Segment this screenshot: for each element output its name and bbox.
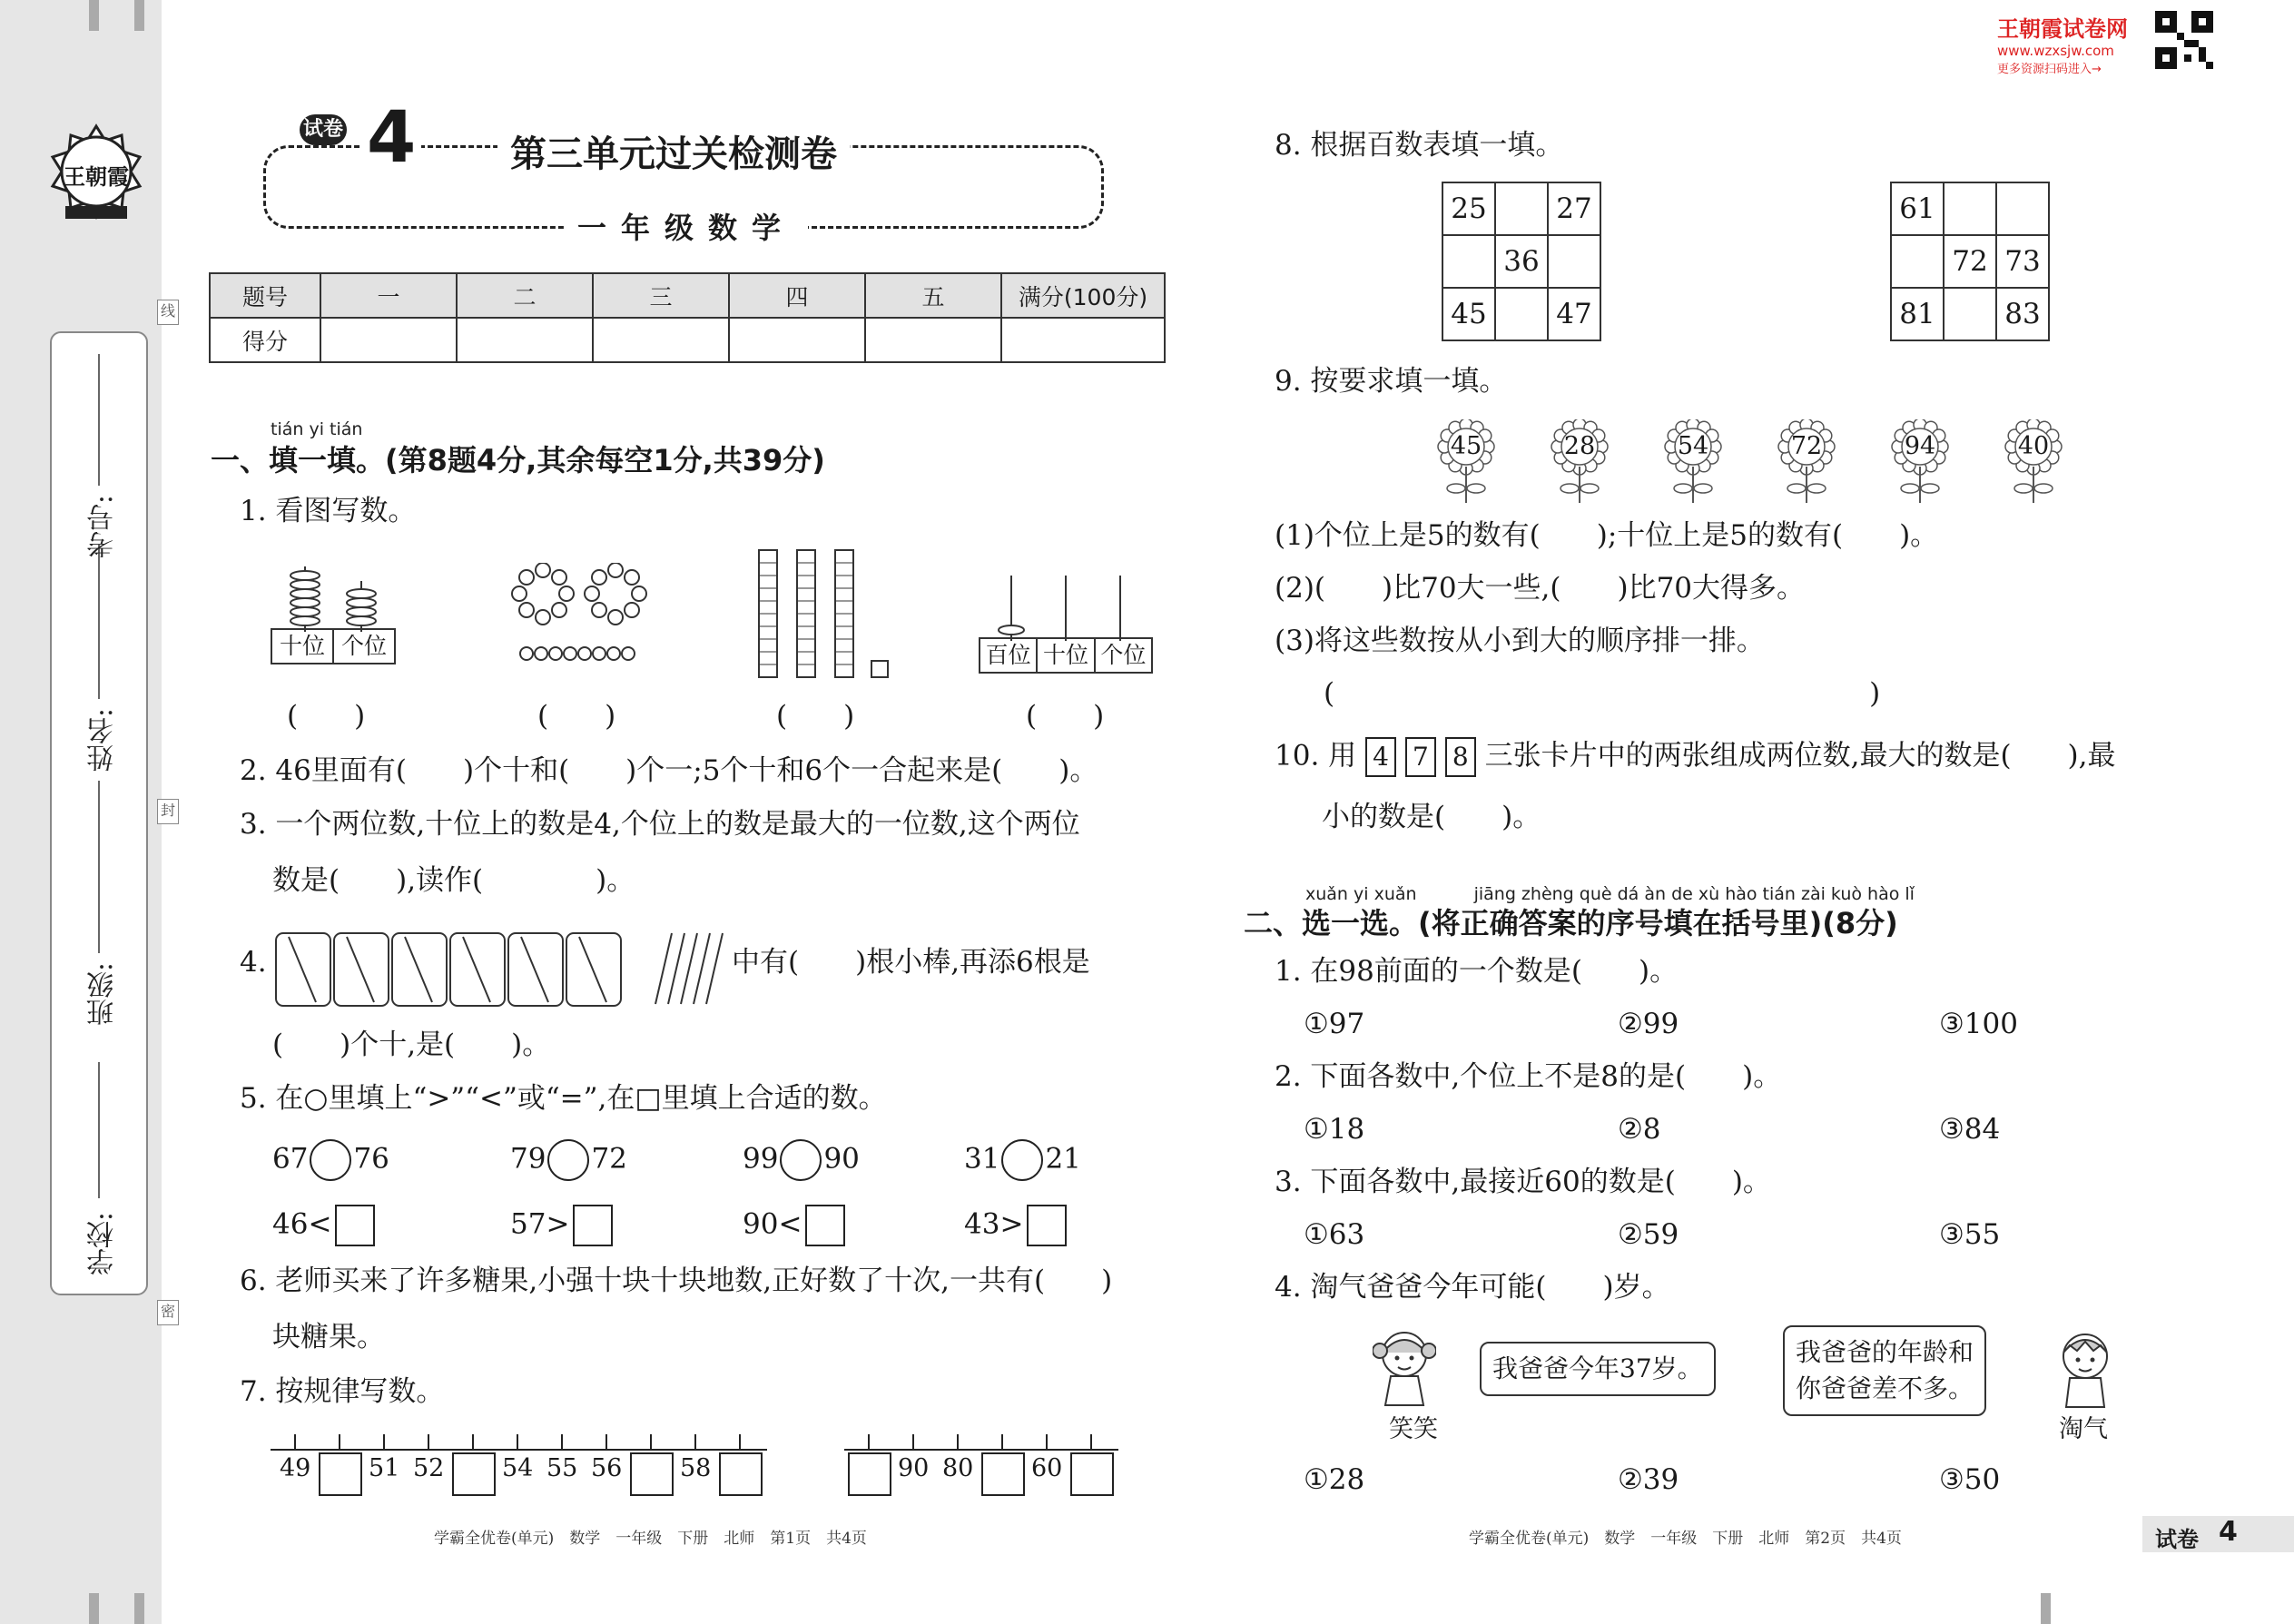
chart-blank-cell[interactable] bbox=[1548, 235, 1600, 288]
flower-icon bbox=[1434, 419, 1498, 506]
brand-site-url: www.wzxsjw.com bbox=[1997, 43, 2114, 59]
chart-cell: 36 bbox=[1495, 235, 1548, 288]
compare-item bbox=[964, 1139, 1081, 1181]
q4-text-line2: ( )个十,是( )。 bbox=[272, 1029, 551, 1061]
number-line-tick bbox=[650, 1434, 652, 1451]
brand-logo bbox=[47, 123, 145, 230]
girl-name: 笑笑 bbox=[1389, 1415, 1438, 1443]
school-label: 学校: bbox=[87, 1212, 119, 1276]
chart-blank-cell[interactable] bbox=[1891, 235, 1944, 288]
sequence-blank-box[interactable] bbox=[981, 1452, 1025, 1496]
score-header: 题号 bbox=[210, 273, 320, 318]
compare-circle[interactable] bbox=[310, 1139, 351, 1181]
score-cell[interactable] bbox=[320, 318, 457, 362]
sequence-blank-box[interactable] bbox=[630, 1452, 674, 1496]
score-header: 一 bbox=[320, 273, 457, 318]
number-line-tick bbox=[472, 1434, 474, 1451]
score-table bbox=[209, 272, 1166, 363]
sequence-number: 90 bbox=[898, 1454, 930, 1482]
sequence-number: 49 bbox=[280, 1454, 311, 1482]
exam-badge: 试卷 bbox=[300, 114, 347, 145]
mc-question: 4. 淘气爸爸今年可能( )岁。 bbox=[1275, 1271, 1670, 1304]
q10-line2: 小的数是( )。 bbox=[1322, 801, 1541, 833]
fill-box[interactable] bbox=[805, 1205, 845, 1246]
sequence-blank-box[interactable] bbox=[452, 1452, 496, 1496]
q2-text: 2. 46里面有( )个十和( )个一;5个十和6个一合起来是( )。 bbox=[240, 754, 1098, 787]
q1-blank[interactable]: ( ) bbox=[537, 700, 616, 733]
q10-suffix: 三张卡片中的两张组成两位数,最大的数是( ),最 bbox=[1484, 739, 2116, 773]
q10-prefix: 10. 用 bbox=[1275, 739, 1357, 773]
number-line bbox=[271, 1449, 767, 1451]
number-line bbox=[844, 1449, 1118, 1451]
gray-bar bbox=[89, 1593, 99, 1624]
fill-box-item bbox=[510, 1205, 613, 1246]
mc-question: 3. 下面各数中,最接近60的数是( )。 bbox=[1275, 1166, 1771, 1198]
number-card: 4 bbox=[1365, 737, 1396, 777]
page-tag bbox=[2142, 1516, 2294, 1552]
id-line bbox=[98, 354, 100, 486]
blocks-picture bbox=[753, 545, 899, 684]
gray-bar bbox=[2041, 1593, 2051, 1624]
mc-option[interactable]: ①63 bbox=[1304, 1218, 1365, 1251]
sticks-picture bbox=[271, 915, 733, 1019]
chart-cell: 27 bbox=[1548, 182, 1600, 235]
cut-mark: 密 bbox=[157, 1300, 179, 1325]
fill-box-item bbox=[272, 1205, 375, 1246]
sequence-blank-box[interactable] bbox=[848, 1452, 891, 1496]
q10-line1 bbox=[1275, 737, 2116, 777]
mc-option[interactable]: ①18 bbox=[1304, 1113, 1365, 1146]
q7-text: 7. 按规律写数。 bbox=[240, 1375, 445, 1408]
q9-3-text: (3)将这些数按从小到大的顺序排一排。 bbox=[1275, 625, 1765, 657]
compare-left: 67 bbox=[272, 1142, 309, 1176]
score-header: 二 bbox=[457, 273, 593, 318]
counter-picture bbox=[979, 572, 1153, 672]
compare-right: 72 bbox=[591, 1142, 627, 1176]
flower-icon bbox=[1548, 419, 1611, 506]
class-line bbox=[98, 781, 100, 953]
number-line-tick bbox=[1001, 1434, 1003, 1451]
number-line-tick bbox=[957, 1434, 959, 1451]
boy-name: 淘气 bbox=[2059, 1415, 2108, 1443]
mc-option[interactable]: ③100 bbox=[1939, 1008, 2018, 1040]
q6-text-line1: 6. 老师买来了许多糖果,小强十块十块地数,正好数了十次,一共有( ) bbox=[240, 1265, 1113, 1297]
name-label: 姓名: bbox=[87, 708, 119, 773]
bubble-right-line2: 你爸爸差不多。 bbox=[1796, 1373, 1974, 1403]
flower-number: 94 bbox=[1904, 432, 1936, 460]
logo-text: 王朝霞 bbox=[64, 163, 129, 190]
hundred-chart-2 bbox=[1890, 182, 2050, 341]
footer-left: 学霸全优卷(单元) 数学 一年级 下册 北师 第1页 共4页 bbox=[434, 1530, 867, 1548]
number-line-tick bbox=[694, 1434, 696, 1451]
sequence-blank-box[interactable] bbox=[1070, 1452, 1114, 1496]
q4-text-line1: 中有( )根小棒,再添6根是 bbox=[732, 946, 1090, 979]
section1-title: 一、填一填。(第8题4分,其余每空1分,共39分) bbox=[211, 443, 825, 477]
chart-cell: 83 bbox=[1996, 288, 2049, 340]
compare-right: 76 bbox=[353, 1142, 389, 1176]
mc-option[interactable]: ③55 bbox=[1939, 1218, 2001, 1251]
cut-mark: 线 bbox=[157, 300, 179, 325]
score-cell[interactable] bbox=[729, 318, 865, 362]
abacus-label: 个位 bbox=[340, 633, 387, 659]
number-line-tick bbox=[383, 1434, 385, 1451]
fill-box-prefix: 43> bbox=[964, 1207, 1024, 1241]
bubble-right-line1: 我爸爸的年龄和 bbox=[1796, 1337, 1974, 1367]
number-line-tick bbox=[294, 1434, 296, 1451]
qr-code-icon bbox=[2155, 11, 2213, 69]
footer-right: 学霸全优卷(单元) 数学 一年级 下册 北师 第2页 共4页 bbox=[1469, 1530, 1902, 1548]
number-card: 8 bbox=[1445, 737, 1476, 777]
sequence-number: 60 bbox=[1031, 1454, 1063, 1482]
flower-icon bbox=[1775, 419, 1838, 506]
mc-question: 2. 下面各数中,个位上不是8的是( )。 bbox=[1275, 1060, 1782, 1093]
chart-blank-cell[interactable] bbox=[1495, 182, 1548, 235]
fill-box-item bbox=[743, 1205, 845, 1246]
number-line-tick bbox=[739, 1434, 741, 1451]
brand-site-note: 更多资源扫码进入→ bbox=[1997, 63, 2102, 76]
flower-icon bbox=[1661, 419, 1725, 506]
q1-text: 1. 看图写数。 bbox=[240, 495, 417, 527]
q1-blank[interactable]: ( ) bbox=[776, 700, 855, 733]
flower-number: 28 bbox=[1563, 432, 1596, 460]
speech-bubble-right bbox=[1783, 1325, 1986, 1416]
score-cell[interactable] bbox=[1001, 318, 1165, 362]
cut-mark: 封 bbox=[157, 799, 179, 824]
sequence-number: 55 bbox=[546, 1454, 578, 1482]
number-sequence-2 bbox=[844, 1423, 1135, 1496]
section2-pinyin: xuǎn yi xuǎn jiāng zhèng què dá àn de xù hào tián zài kuò hào lǐ bbox=[1305, 884, 1915, 904]
sequence-number: 52 bbox=[413, 1454, 445, 1482]
class-label: 班级: bbox=[87, 962, 119, 1027]
number-sequence-1 bbox=[271, 1423, 770, 1496]
fill-box[interactable] bbox=[573, 1205, 613, 1246]
number-line-tick bbox=[561, 1434, 563, 1451]
flower-number: 72 bbox=[1790, 432, 1823, 460]
flower-icon bbox=[2002, 419, 2065, 506]
fill-box[interactable] bbox=[1027, 1205, 1067, 1246]
q9-text: 9. 按要求填一填。 bbox=[1275, 365, 1508, 398]
mc-option[interactable]: ②99 bbox=[1618, 1008, 1679, 1040]
compare-item bbox=[510, 1139, 627, 1181]
compare-left: 79 bbox=[510, 1142, 546, 1176]
hundred-chart-1 bbox=[1442, 182, 1601, 341]
sequence-number: 54 bbox=[502, 1454, 534, 1482]
fill-box-prefix: 90< bbox=[743, 1207, 802, 1241]
number-line-tick bbox=[517, 1434, 518, 1451]
number-line-tick bbox=[339, 1434, 340, 1451]
chart-cell: 25 bbox=[1442, 182, 1495, 235]
q9-1-text: (1)个位上是5的数有( );十位上是5的数有( )。 bbox=[1275, 519, 1939, 552]
number-card: 7 bbox=[1405, 737, 1436, 777]
mc-option[interactable]: ①28 bbox=[1304, 1463, 1365, 1496]
counter-label: 个位 bbox=[1100, 642, 1147, 668]
chart-blank-cell[interactable] bbox=[1996, 182, 2049, 235]
page-title: 第三单元过关检测卷 bbox=[497, 125, 850, 177]
brand-site-name: 王朝霞试卷网 bbox=[1997, 16, 2128, 42]
chart-cell: 72 bbox=[1944, 235, 1996, 288]
number-line-tick bbox=[1046, 1434, 1048, 1451]
number-line-tick bbox=[605, 1434, 607, 1451]
mc-question: 1. 在98前面的一个数是( )。 bbox=[1275, 955, 1679, 988]
number-line-tick bbox=[428, 1434, 429, 1451]
section2-title: 二、选一选。(将正确答案的序号填在括号里)(8分) bbox=[1244, 906, 1898, 940]
page-tag-label: 试卷 bbox=[2155, 1527, 2199, 1552]
score-cell[interactable] bbox=[457, 318, 593, 362]
abacus-label: 十位 bbox=[272, 630, 334, 663]
compare-circle[interactable] bbox=[547, 1139, 589, 1181]
mc-option[interactable]: ②8 bbox=[1618, 1113, 1661, 1146]
page-tag-number: 4 bbox=[2219, 1516, 2238, 1548]
number-line-tick bbox=[912, 1434, 914, 1451]
boy-illustration bbox=[2053, 1327, 2117, 1412]
score-cell[interactable] bbox=[593, 318, 729, 362]
q3-text-line1: 3. 一个两位数,十位上的数是4,个位上的数是最大的一位数,这个两位 bbox=[240, 808, 1080, 841]
compare-right: 21 bbox=[1045, 1142, 1081, 1176]
chart-cell: 81 bbox=[1891, 288, 1944, 340]
compare-left: 31 bbox=[964, 1142, 1000, 1176]
sequence-blank-box[interactable] bbox=[719, 1452, 763, 1496]
q8-text: 8. 根据百数表填一填。 bbox=[1275, 129, 1564, 162]
fill-box-prefix: 46< bbox=[272, 1207, 332, 1241]
mc-option[interactable]: ②59 bbox=[1618, 1218, 1679, 1251]
q5-text: 5. 在○里填上“>”“<”或“=”,在□里填上合适的数。 bbox=[240, 1082, 887, 1115]
compare-right: 90 bbox=[823, 1142, 860, 1176]
gray-bar bbox=[134, 0, 144, 31]
fill-box-prefix: 57> bbox=[510, 1207, 570, 1241]
school-line bbox=[98, 1062, 100, 1198]
compare-circle[interactable] bbox=[1001, 1139, 1043, 1181]
mc-option[interactable]: ②39 bbox=[1618, 1463, 1679, 1496]
counter-label: 十位 bbox=[1038, 639, 1095, 672]
id-label: 考号: bbox=[87, 495, 119, 559]
sequence-number: 51 bbox=[369, 1454, 400, 1482]
flower-number: 45 bbox=[1450, 432, 1482, 460]
girl-illustration bbox=[1373, 1325, 1436, 1411]
q1-blank[interactable]: ( ) bbox=[287, 700, 366, 733]
sequence-number: 80 bbox=[942, 1454, 974, 1482]
q9-3-blank[interactable]: ( ) bbox=[1324, 677, 1881, 710]
flower-row bbox=[1434, 419, 2070, 510]
chart-cell: 47 bbox=[1548, 288, 1600, 340]
mc-option[interactable]: ①97 bbox=[1304, 1008, 1365, 1040]
gray-bar bbox=[134, 1593, 144, 1624]
score-cell[interactable] bbox=[865, 318, 1001, 362]
gray-bar bbox=[89, 0, 99, 31]
name-line bbox=[98, 545, 100, 699]
fill-box-item bbox=[964, 1205, 1067, 1246]
chart-cell: 61 bbox=[1891, 182, 1944, 235]
number-line-tick bbox=[868, 1434, 870, 1451]
sequence-number: 58 bbox=[680, 1454, 712, 1482]
sequence-number: 56 bbox=[591, 1454, 623, 1482]
q1-blank[interactable]: ( ) bbox=[1026, 700, 1105, 733]
mc-option[interactable]: ③50 bbox=[1939, 1463, 2001, 1496]
chart-blank-cell[interactable] bbox=[1944, 182, 1996, 235]
flower-number: 54 bbox=[1677, 432, 1709, 460]
chart-cell: 73 bbox=[1996, 235, 2049, 288]
mc-option[interactable]: ③84 bbox=[1939, 1113, 2001, 1146]
score-header: 满分(100分) bbox=[1001, 273, 1165, 318]
score-row-label: 得分 bbox=[210, 318, 320, 362]
score-header: 四 bbox=[729, 273, 865, 318]
exam-number: 4 bbox=[361, 94, 421, 182]
chart-blank-cell[interactable] bbox=[1495, 288, 1548, 340]
q3-text-line2: 数是( ),读作( )。 bbox=[272, 864, 635, 897]
flower-number: 40 bbox=[2017, 432, 2050, 460]
score-header: 五 bbox=[865, 273, 1001, 318]
score-header: 三 bbox=[593, 273, 729, 318]
compare-circle[interactable] bbox=[780, 1139, 822, 1181]
q9-2-text: (2)( )比70大一些,( )比70大得多。 bbox=[1275, 572, 1806, 605]
speech-bubble-left: 我爸爸今年37岁。 bbox=[1480, 1342, 1716, 1396]
number-line-tick bbox=[1090, 1434, 1092, 1451]
fill-box[interactable] bbox=[335, 1205, 375, 1246]
counter-label: 百位 bbox=[980, 639, 1038, 672]
flower-icon bbox=[1888, 419, 1952, 506]
chart-cell: 45 bbox=[1442, 288, 1495, 340]
abacus-picture bbox=[271, 563, 398, 664]
sequence-blank-box[interactable] bbox=[319, 1452, 362, 1496]
compare-item bbox=[743, 1139, 860, 1181]
section1-pinyin: tián yi tián bbox=[271, 419, 363, 439]
chart-blank-cell[interactable] bbox=[1944, 288, 1996, 340]
chart-blank-cell[interactable] bbox=[1442, 235, 1495, 288]
compare-item bbox=[272, 1139, 389, 1181]
q6-text-line2: 块糖果。 bbox=[272, 1321, 385, 1353]
q4-number: 4. bbox=[240, 946, 267, 979]
circles-picture bbox=[508, 563, 654, 675]
compare-left: 99 bbox=[743, 1142, 779, 1176]
page-subtitle: 一年级数学 bbox=[565, 205, 808, 247]
